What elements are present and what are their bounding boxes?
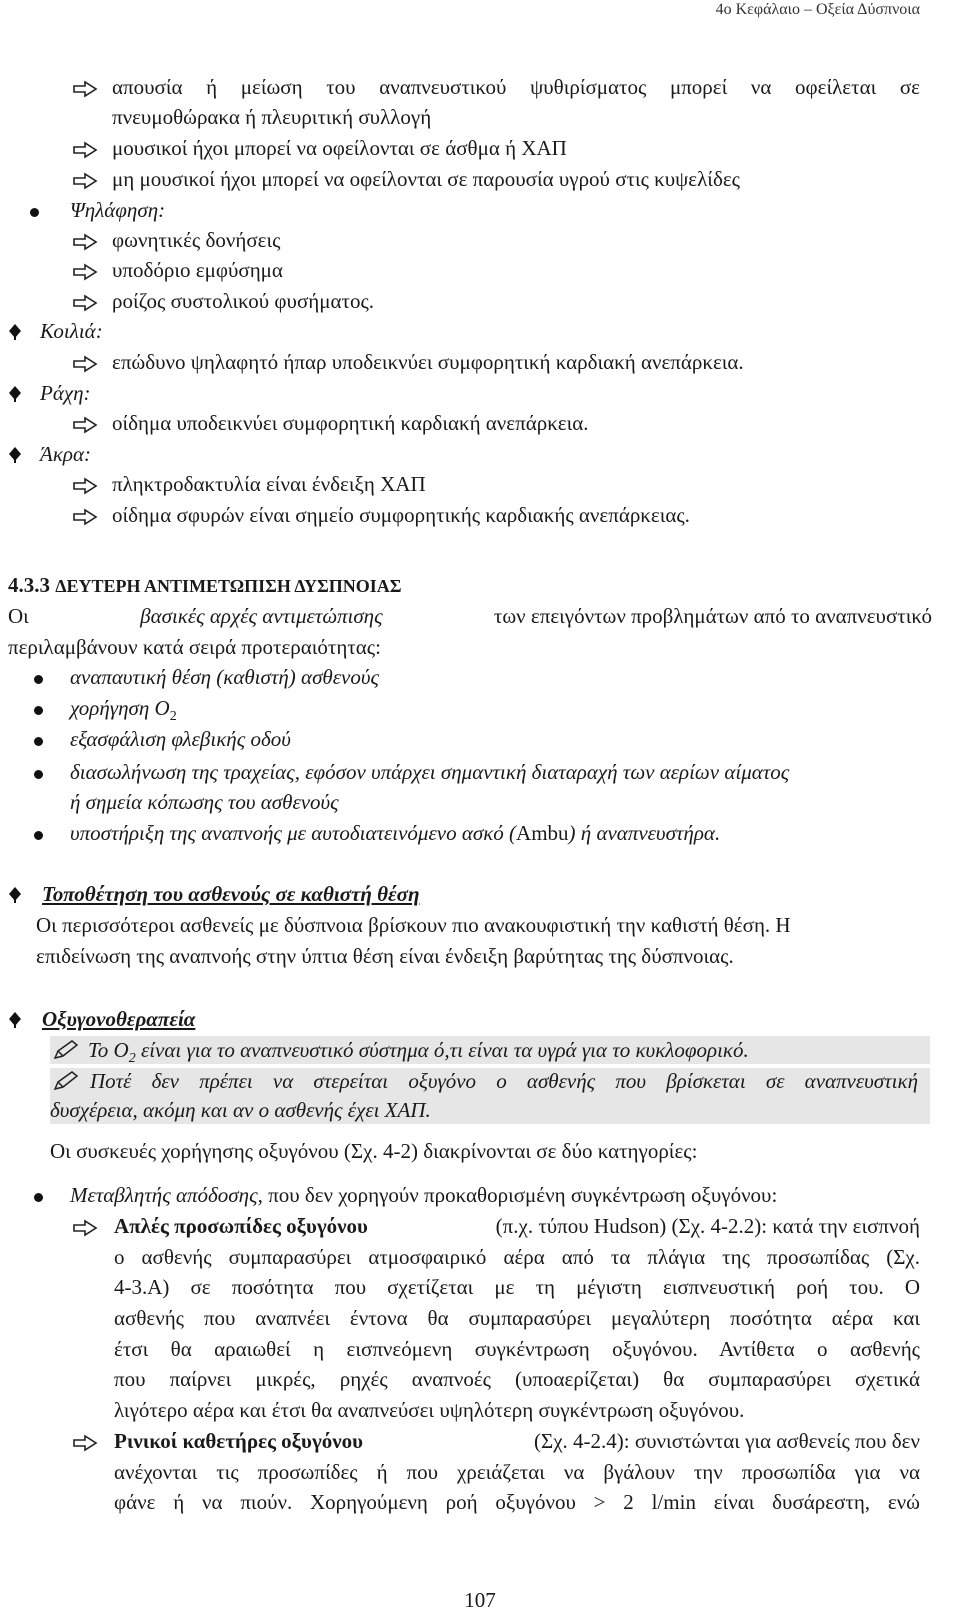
paragraph-line: Οι συσκευές χορήγησης οξυγόνου (Σχ. 4-2) διακρίνονται σε δύο κατηγορίες: <box>50 1139 698 1163</box>
text-span: Το Ο <box>88 1038 129 1062</box>
arrow-bullet-icon <box>72 141 98 159</box>
subsection-heading: Οξυγονοθεραπεία <box>42 1007 196 1031</box>
text-line: πνευμοθώρακα ή πλευριτική συλλογή <box>112 105 432 129</box>
text-span: των επειγόντων προβλημάτων από το αναπνευστικό <box>493 604 932 628</box>
list-item <box>70 1182 777 1209</box>
bullet-dot-icon <box>34 1193 43 1202</box>
arrow-bullet-icon <box>72 294 98 312</box>
arrow-bullet-icon <box>72 477 98 495</box>
paragraph-line: περιλαμβάνουν κατά σειρά προτεραιότητας: <box>8 635 381 659</box>
text-line: υποδόριο εμφύσημα <box>112 258 283 282</box>
note-text: δυσχέρεια, ακόμη και αν ο ασθενής έχει ΧΑΠ. <box>50 1098 431 1122</box>
subscript: 2 <box>128 1051 136 1067</box>
arrow-bullet-icon <box>72 416 98 434</box>
list-item: εξασφάλιση φλεβικής οδού <box>70 727 291 751</box>
page-number: 107 <box>464 1588 496 1612</box>
list-item <box>114 1213 920 1240</box>
subheading: Κοιλιά: <box>40 319 103 343</box>
paragraph-line: λιγότερο αέρα και έτσι θα αναπνεύσει υψηλότερη συγκέντρωση οξυγόνου. <box>114 1398 745 1422</box>
bullet-dot-icon <box>30 208 39 217</box>
note-text <box>88 1037 749 1072</box>
paragraph-line <box>8 603 932 630</box>
text-span: Ambu <box>516 821 569 845</box>
section-number: 4.3.3 <box>8 573 50 597</box>
arrow-bullet-icon <box>72 233 98 251</box>
subscript: 2 <box>169 709 177 725</box>
subsection-heading: Τοποθέτηση του ασθενούς σε καθιστή θέση <box>42 882 420 906</box>
text-span: ) ή αναπνευστήρα. <box>568 821 721 845</box>
paragraph-line: ο ασθενής συμπαρασύρει ατμοσφαιρικό αέρα από τα πλάγια της προσωπίδας (Σχ. <box>114 1245 920 1269</box>
text-line: φωνητικές δονήσεις <box>112 228 281 252</box>
list-item: διασωλήνωση της τραχείας, εφόσον υπάρχει σημαντική διαταραχή των αερίων αίματος <box>70 760 790 784</box>
bullet-dot-icon <box>34 675 43 684</box>
list-item-cont: ή σημεία κόπωσης του ασθενούς <box>70 790 339 814</box>
text-line: οίδημα σφυρών είναι σημείο συμφορητικής καρδιακής ανεπάρκειας. <box>112 503 690 527</box>
text-span: (Σχ. 4-2.4): συνιστώνται για ασθενείς που δεν <box>528 1429 920 1453</box>
paragraph-line: επιδείνωση της αναπνοής στην ύπτια θέση είναι ένδειξη βαρύτητας της δύσπνοιας. <box>36 944 734 968</box>
subheading: Ψηλάφηση: <box>70 198 166 222</box>
list-item <box>114 1428 920 1455</box>
text-line: πληκτροδακτυλία είναι ένδειξη ΧΑΠ <box>112 472 426 496</box>
arrow-bullet-icon <box>72 355 98 373</box>
section-heading <box>8 572 402 600</box>
text-span: Απλές προσωπίδες οξυγόνου <box>114 1214 368 1238</box>
paragraph-line: που παίρνει μικρές, ρηχές αναπνοές (υποαερίζεται) θα συμπαρασύρει σχετικά <box>114 1367 920 1391</box>
note-text: Ποτέ δεν πρέπει να στερείται οξυγόνο ο ασθενής που βρίσκεται σε αναπνευστική <box>90 1069 918 1093</box>
paragraph-line: έτσι θα αραιωθεί η εισπνεόμενη συγκέντρωση οξυγόνου. Αντίθετα ο ασθενής <box>114 1337 920 1361</box>
bullet-dot-icon <box>34 737 43 746</box>
arrow-bullet-icon <box>72 263 98 281</box>
arrow-bullet-icon <box>72 172 98 190</box>
subheading: Ράχη: <box>40 381 91 405</box>
text-span: βασικές αρχές αντιμετώπισης <box>140 604 383 628</box>
text-line: απουσία ή μείωση του αναπνευστικού ψυθιρίσματος μπορεί να οφείλεται σε <box>112 75 920 99</box>
text-line: μουσικοί ήχοι μπορεί να οφείλονται σε άσθμα ή ΧΑΠ <box>112 136 567 160</box>
text-line: οίδημα υποδεικνύει συμφορητική καρδιακή ανεπάρκεια. <box>112 411 589 435</box>
text-span: Μεταβλητής απόδοσης <box>70 1183 258 1207</box>
paragraph-line: φάνε ή να πιούν. Χορηγούμενη ροή οξυγόνου > 2 l/min είναι δυσάρεστη, ενώ <box>114 1490 920 1514</box>
text-line: επώδυνο ψηλαφητό ήπαρ υποδεικνύει συμφορητική καρδιακή ανεπάρκεια. <box>112 350 744 374</box>
text-line: ροίζος συστολικού φυσήματος. <box>112 289 375 313</box>
arrow-bullet-icon <box>72 508 98 526</box>
diamond-bullet-icon <box>8 385 22 403</box>
paragraph-line: ασθενής που αναπνέει έντονα θα συμπαρασύρει μεγαλύτερη ποσότητα αέρα και <box>114 1306 920 1330</box>
arrow-bullet-icon <box>72 1434 98 1452</box>
section-title: ΔΕΥΤΕΡΗ ΑΝΤΙΜΕΤΩΠΙΣΗ ΔΥΣΠΝΟΙΑΣ <box>55 576 402 596</box>
bullet-dot-icon <box>34 706 43 715</box>
paragraph-line: 4-3.Α) σε ποσότητα που σχετίζεται με τη μέγιστη εισπνευστική ροή του. Ο <box>114 1275 920 1299</box>
arrow-bullet-icon <box>72 1219 98 1237</box>
text-span: (π.χ. τύπου Hudson) (Σχ. 4-2.2): κατά την εισπνοή <box>495 1214 920 1238</box>
list-item <box>70 695 177 730</box>
text-span: χορήγηση Ο <box>70 696 170 720</box>
pencil-icon <box>52 1070 80 1092</box>
text-line: μη μουσικοί ήχοι μπορεί να οφείλονται σε παρουσία υγρού στις κυψελίδες <box>112 167 740 191</box>
text-span: Οι <box>8 604 29 628</box>
running-header: 4ο Κεφάλαιο – Οξεία Δύσπνοια <box>715 1 920 18</box>
bullet-dot-icon <box>34 770 43 779</box>
diamond-bullet-icon <box>8 1011 22 1029</box>
pencil-icon <box>52 1039 80 1061</box>
bullet-dot-icon <box>34 831 43 840</box>
list-item <box>70 820 720 847</box>
paragraph-line: Οι περισσότεροι ασθενείς με δύσπνοια βρίσκουν πιο ανακουφιστική την καθιστή θέση. Η <box>36 913 791 937</box>
text-span: υποστήριξη της αναπνοής με αυτοδιατεινόμενο ασκό ( <box>70 821 517 845</box>
text-span: είναι για το αναπνευστικό σύστημα ό,τι είναι τα υγρά για το κυκλοφορικό. <box>135 1038 749 1062</box>
list-item: αναπαυτική θέση (καθιστή) ασθενούς <box>70 665 379 689</box>
diamond-bullet-icon <box>8 446 22 464</box>
diamond-bullet-icon <box>8 886 22 904</box>
text-span: Ρινικοί καθετήρες οξυγόνου <box>114 1429 364 1453</box>
subheading: Άκρα: <box>40 442 92 466</box>
text-span: , που δεν χορηγούν προκαθορισμένη συγκέντρωση οξυγόνου: <box>257 1183 778 1207</box>
diamond-bullet-icon <box>8 323 22 341</box>
arrow-bullet-icon <box>72 80 98 98</box>
paragraph-line: ανέχονται τις προσωπίδες ή που χρειάζεται να βγάλουν την προσωπίδα για να <box>114 1460 920 1484</box>
